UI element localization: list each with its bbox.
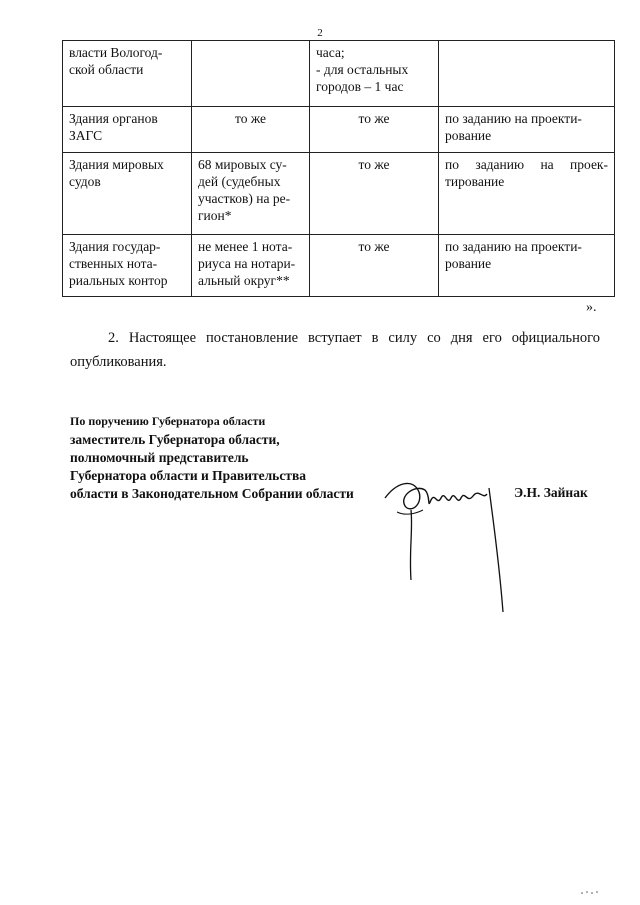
table-cell-norm: не менее 1 нота- риуса на нотари- альный округ**	[192, 235, 310, 297]
table-row	[63, 107, 615, 153]
signatory-title-line: области в Законодательном Собрании области	[70, 486, 354, 501]
table-cell-accessibility: то же	[310, 107, 439, 153]
signatory-name: Э.Н. Зайнак	[514, 485, 588, 500]
table-cell-accessibility: часа; - для остальных городов – 1 час	[310, 41, 439, 107]
signature-block	[70, 414, 354, 503]
signature-intro: По поручению Губернатора области	[70, 414, 266, 428]
table-row	[63, 41, 615, 107]
norms-table	[62, 40, 615, 297]
table-cell-building: Здания государ- ственных нота- риальных контор	[63, 235, 192, 297]
table-row	[63, 235, 615, 297]
table-cell-building: Здания органов ЗАГС	[63, 107, 192, 153]
signatory-title-line: Губернатора области и Правительства	[70, 468, 306, 483]
table-cell-area: по заданию на проекти- рование	[439, 107, 615, 153]
effective-date-paragraph: 2. Настоящее постановление вступает в силу со дня его официального опубликования.	[70, 330, 600, 370]
table-cell-building: Здания мировых судов	[63, 153, 192, 235]
table-cell-building: власти Вологод- ской области	[63, 41, 192, 107]
handwritten-signature	[375, 470, 515, 620]
closing-quote: ».	[586, 300, 597, 315]
table-cell-area	[439, 41, 615, 107]
table-cell-norm: то же	[192, 107, 310, 153]
page-number: 2	[317, 27, 323, 39]
table-cell-area: по заданию на проек- тирование	[439, 153, 615, 235]
signatory-title-line: полномочный представитель	[70, 450, 249, 465]
table-cell-norm	[192, 41, 310, 107]
table-cell-area: по заданию на проекти- рование	[439, 235, 615, 297]
table-row	[63, 153, 615, 235]
table-cell-accessibility: то же	[310, 235, 439, 297]
corner-dots-mark	[578, 888, 608, 898]
signatory-title-line: заместитель Губернатора области,	[70, 432, 280, 447]
table-cell-norm: 68 мировых су- дей (судебных участков) на ре- гион*	[192, 153, 310, 235]
table-cell-accessibility: то же	[310, 153, 439, 235]
